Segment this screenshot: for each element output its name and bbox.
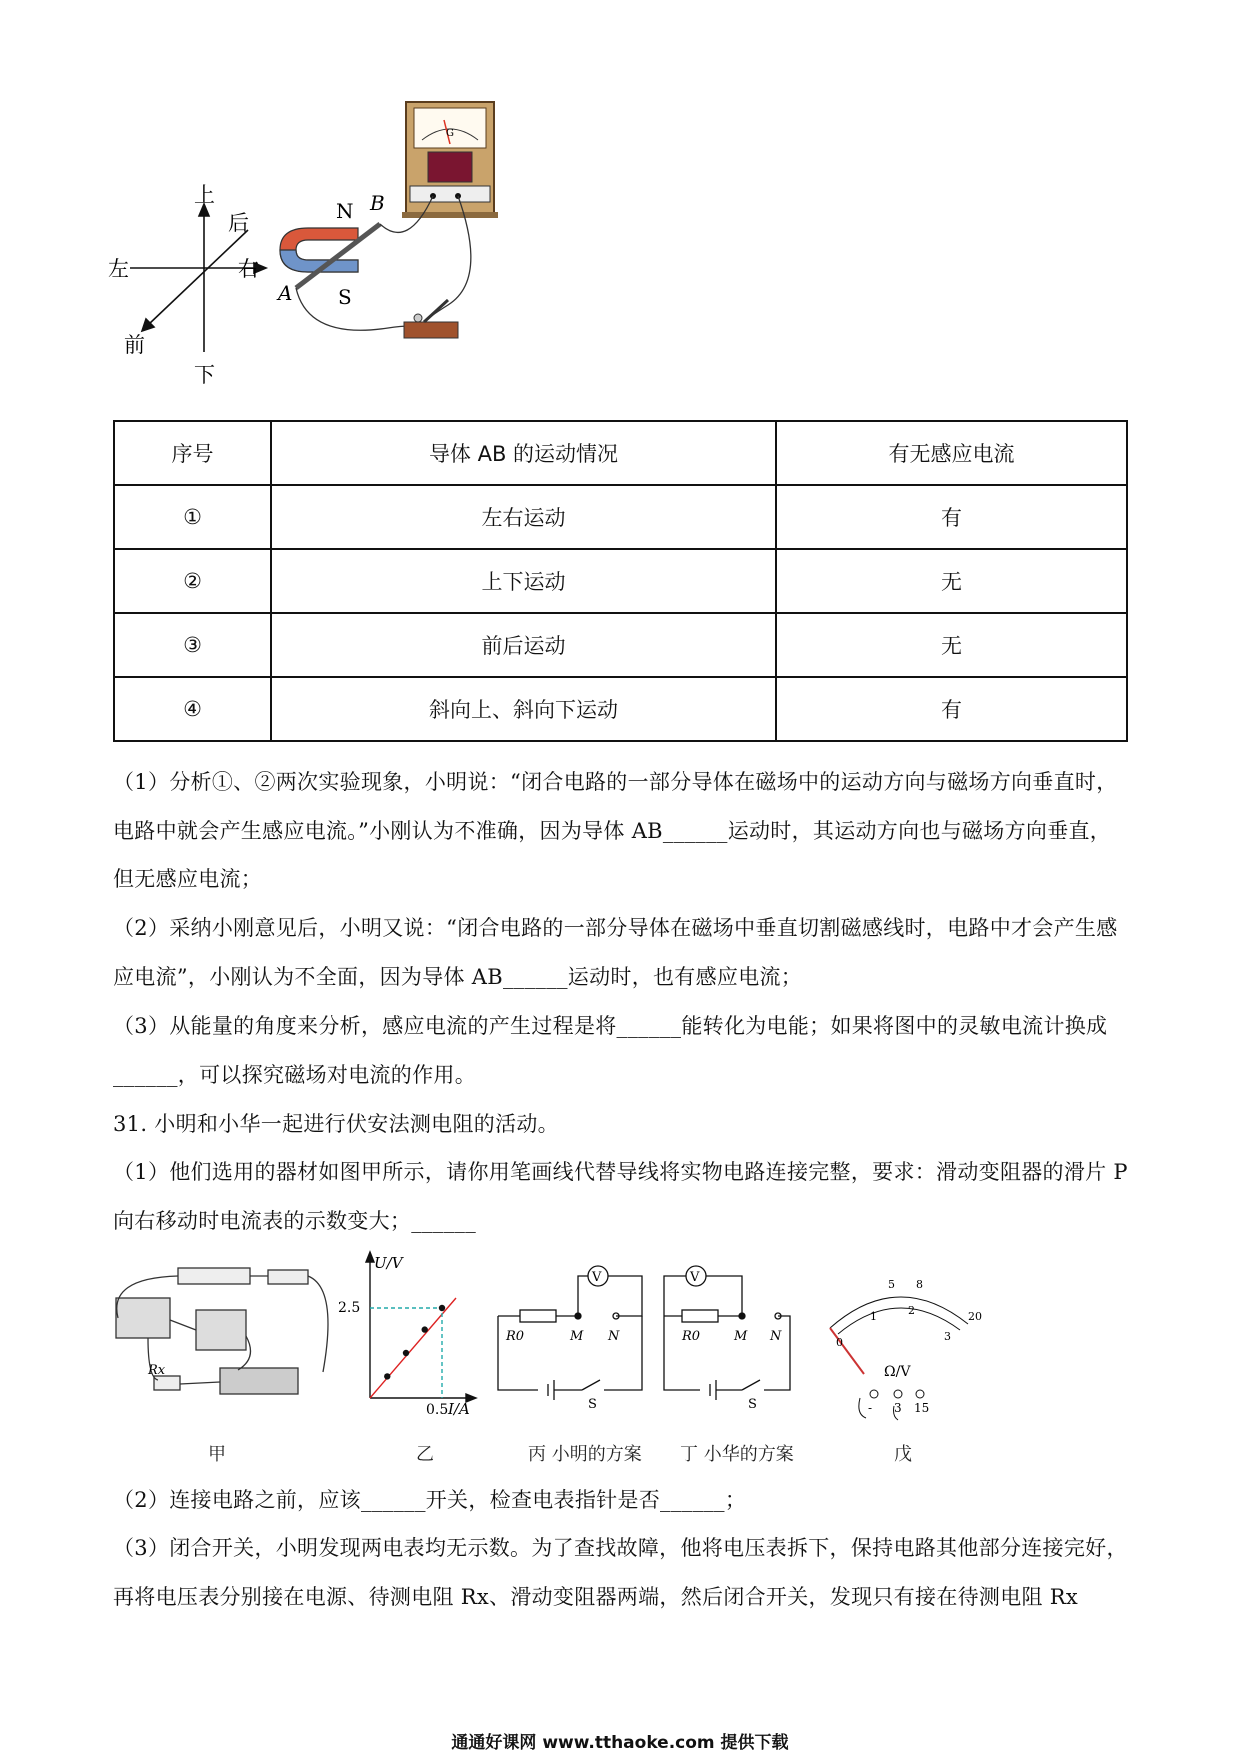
dir-back-label: 后 bbox=[228, 211, 249, 235]
question-31-part-3: （3）闭合开关，小明发现两电表均无示数。为了查找故障，他将电压表拆下，保持电路其他部分连接完好，再将电压表分别接在电源、待测电阻 Rx、滑动变阻器两端，然后闭合开关，发现只有接在待测电阻 Rx bbox=[113, 1536, 1128, 1609]
graph-y-tick: 2.5 bbox=[338, 1300, 361, 1316]
dir-left-label: 左 bbox=[108, 257, 129, 281]
meter-scale-right: 20 bbox=[968, 1310, 982, 1323]
table-header: 导体 AB 的运动情况 bbox=[271, 421, 776, 485]
fig-yi-caption: 乙 bbox=[416, 1444, 434, 1465]
table-row bbox=[114, 613, 1127, 677]
pole-s-label: S bbox=[338, 285, 352, 309]
graph-x-label: I/A bbox=[448, 1400, 470, 1418]
table-cell: ② bbox=[114, 549, 271, 613]
table-row bbox=[114, 677, 1127, 741]
graph-x-tick: 0.5 bbox=[426, 1402, 449, 1418]
ding-v-label: V bbox=[690, 1270, 700, 1285]
meter-scale-top: 5 bbox=[888, 1278, 895, 1291]
table-row bbox=[114, 549, 1127, 613]
meter-scale-top: 8 bbox=[916, 1278, 923, 1291]
bing-v-label: V bbox=[592, 1270, 602, 1285]
table-cell: 前后运动 bbox=[271, 613, 776, 677]
u-i-graph bbox=[366, 1252, 476, 1402]
table-cell: 左右运动 bbox=[271, 485, 776, 549]
bing-n-label: N bbox=[608, 1329, 620, 1344]
table-cell: 无 bbox=[776, 549, 1127, 613]
question-30-part-3: （3）从能量的角度来分析，感应电流的产生过程是将______能转化为电能；如果将图中的灵敏电流计换成______，可以探究磁场对电流的作用。 bbox=[113, 1014, 1108, 1087]
label-a: A bbox=[278, 281, 293, 305]
table-row bbox=[114, 485, 1127, 549]
question-31-part-1: （1）他们选用的器材如图甲所示，请你用笔画线代替导线将实物电路连接完整，要求：滑动变阻器的滑片 P 向右移动时电流表的示数变大；______ bbox=[113, 1160, 1128, 1233]
graph-point bbox=[403, 1350, 409, 1356]
fig-jia-caption: 甲 bbox=[208, 1444, 226, 1465]
graph-point bbox=[384, 1373, 390, 1379]
table-header: 序号 bbox=[114, 421, 271, 485]
table-cell: ③ bbox=[114, 613, 271, 677]
table-cell: 上下运动 bbox=[271, 549, 776, 613]
knife-switch bbox=[404, 300, 458, 338]
question-31-part-2: （2）连接电路之前，应该______开关，检查电表指针是否______； bbox=[113, 1488, 747, 1512]
graph-point bbox=[439, 1305, 445, 1311]
bing-s-label: S bbox=[588, 1397, 597, 1412]
table-cell: 斜向上、斜向下运动 bbox=[271, 677, 776, 741]
figure-row bbox=[108, 1248, 988, 1466]
table-header: 有无感应电流 bbox=[776, 421, 1127, 485]
ding-m-label: M bbox=[734, 1329, 748, 1344]
bing-m-label: M bbox=[570, 1329, 584, 1344]
dir-front-label: 前 bbox=[124, 333, 145, 357]
question-30-part-2: （2）采纳小刚意见后，小明又说：“闭合电路的一部分导体在磁场中垂直切割磁感线时，电路中才会产生感应电流”，小刚认为不全面，因为导体 AB______运动时，也有感应电流； bbox=[113, 916, 1118, 989]
meter-terminal-label: 3 bbox=[894, 1401, 902, 1415]
fig-ding-caption: 丁 小华的方案 bbox=[680, 1444, 794, 1465]
meter-scale-bottom: 3 bbox=[944, 1330, 951, 1343]
induction-experiment-figure bbox=[108, 100, 568, 412]
bing-r0-label: R0 bbox=[506, 1329, 525, 1344]
page-footer: 通通好课网 www.tthaoke.com 提供下载 bbox=[451, 1733, 789, 1753]
graph-y-label: U/V bbox=[374, 1254, 403, 1272]
meter-g-label: G bbox=[446, 128, 454, 139]
question-31-title: 31. 小明和小华一起进行伏安法测电阻的活动。 bbox=[113, 1112, 559, 1136]
table-cell: ④ bbox=[114, 677, 271, 741]
dir-up-label: 上 bbox=[194, 183, 215, 207]
meter-scale-bottom: 1 bbox=[870, 1310, 877, 1323]
galvanometer bbox=[402, 102, 498, 218]
meter-unit-label: Ω/V bbox=[884, 1364, 911, 1380]
label-b: B bbox=[370, 191, 385, 215]
meter-scale-bottom: 2 bbox=[908, 1304, 915, 1317]
dir-right-label: 右 bbox=[238, 257, 259, 281]
meter-terminal-label: 15 bbox=[914, 1401, 930, 1415]
question-30-part-1: （1）分析①、②两次实验现象，小明说：“闭合电路的一部分导体在磁场中的运动方向与磁场方向垂直时，电路中就会产生感应电流。”小刚认为不准确，因为导体 AB______运动时，其运动方向也与磁场方向垂直，但无感应电流； bbox=[113, 770, 1118, 891]
table-header-row bbox=[114, 421, 1127, 485]
table-cell: 无 bbox=[776, 613, 1127, 677]
dir-down-label: 下 bbox=[194, 363, 215, 387]
meter-scale-bottom: 0 bbox=[836, 1336, 843, 1349]
table-cell: ① bbox=[114, 485, 271, 549]
graph-points bbox=[384, 1305, 445, 1380]
results-table bbox=[113, 420, 1128, 742]
table-cell: 有 bbox=[776, 485, 1127, 549]
pole-n-label: N bbox=[336, 199, 354, 223]
fig-wu-caption: 戊 bbox=[894, 1444, 912, 1465]
ding-r0-label: R0 bbox=[682, 1329, 701, 1344]
ding-n-label: N bbox=[770, 1329, 782, 1344]
rx-label: Rx bbox=[148, 1363, 166, 1378]
meter-terminal-label: - bbox=[868, 1401, 873, 1415]
ding-s-label: S bbox=[748, 1397, 757, 1412]
fig-bing-caption: 丙 小明的方案 bbox=[528, 1444, 642, 1465]
table-cell: 有 bbox=[776, 677, 1127, 741]
graph-point bbox=[422, 1326, 428, 1332]
